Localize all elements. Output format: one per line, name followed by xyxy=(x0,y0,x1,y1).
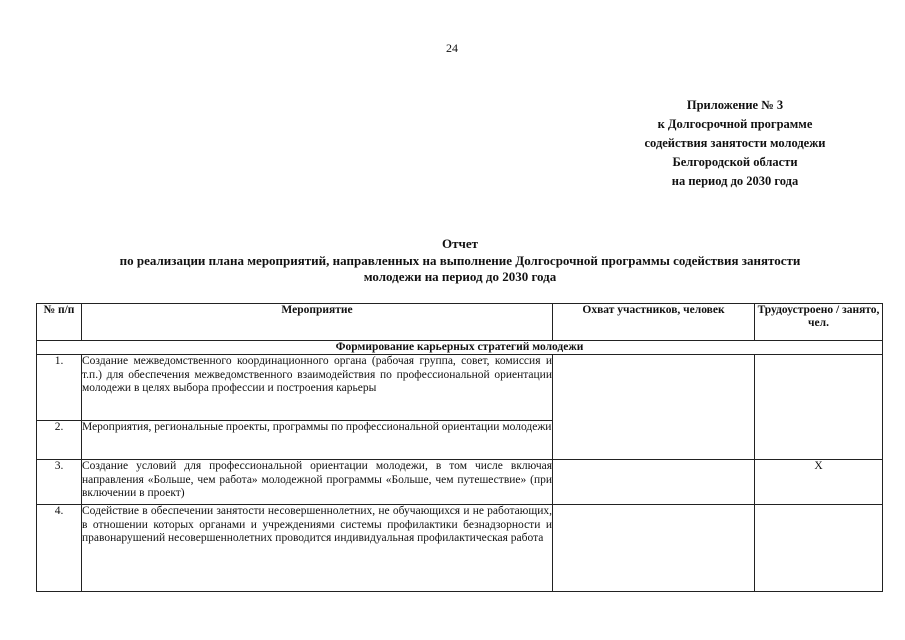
table-header-row xyxy=(37,304,883,341)
header-coverage: Охват участников, человек xyxy=(553,304,755,341)
row-number: 4. xyxy=(37,505,82,592)
row-employed xyxy=(755,355,883,460)
appendix-line: Приложение № 3 xyxy=(686,98,784,112)
row-number: 1. xyxy=(37,355,82,421)
table-row xyxy=(37,460,883,505)
table-row xyxy=(37,355,883,421)
row-coverage xyxy=(553,505,755,592)
report-title: Отчет xyxy=(442,236,478,251)
row-number: 2. xyxy=(37,421,82,460)
row-event: Мероприятия, региональные проекты, программы по профессиональной ориентации молодежи xyxy=(82,421,553,460)
row-event: Создание межведомственного координационного органа (рабочая группа, совет, комиссия и т.п.) для обеспечения межведомственного взаимодействия по профессиональной ориентации молодежи в целях выбора профессии и построения карьеры xyxy=(82,355,553,421)
section-title: Формирование карьерных стратегий молодежи xyxy=(37,341,883,355)
row-number: 3. xyxy=(37,460,82,505)
row-coverage xyxy=(553,460,755,505)
header-employed: Трудоустроено / занято, чел. xyxy=(755,304,883,341)
row-coverage xyxy=(553,355,755,460)
row-event: Создание условий для профессиональной ориентации молодежи, в том числе включая направления «Больше, чем работа» молодежной программы «Больше, чем путешествие» (при включении в проект) xyxy=(82,460,553,505)
table-row xyxy=(37,505,883,592)
row-employed: X xyxy=(755,460,883,505)
header-event: Мероприятие xyxy=(82,304,553,341)
appendix-line: на период до 2030 года xyxy=(671,174,799,188)
row-employed xyxy=(755,505,883,592)
page-number: 24 xyxy=(446,41,458,55)
report-table xyxy=(36,303,883,592)
appendix-block xyxy=(600,96,870,191)
appendix-line: Белгородской области xyxy=(672,155,798,169)
header-num: № п/п xyxy=(37,304,82,341)
report-title-block xyxy=(40,236,880,285)
report-subtitle-line2: молодежи на период до 2030 года xyxy=(363,269,557,284)
section-row xyxy=(37,341,883,355)
appendix-line: содействия занятости молодежи xyxy=(644,136,826,150)
report-subtitle-line1: по реализации плана мероприятий, направленных на выполнение Долгосрочной программы содействия занятости xyxy=(119,253,801,268)
appendix-line: к Долгосрочной программе xyxy=(657,117,813,131)
row-event: Содействие в обеспечении занятости несовершеннолетних, не обучающихся и не работающих, в отношении которых органами и учреждениями системы профилактики безнадзорности и правонарушений несовершеннолетних проводится индивидуальная профилактическая работа xyxy=(82,505,553,592)
